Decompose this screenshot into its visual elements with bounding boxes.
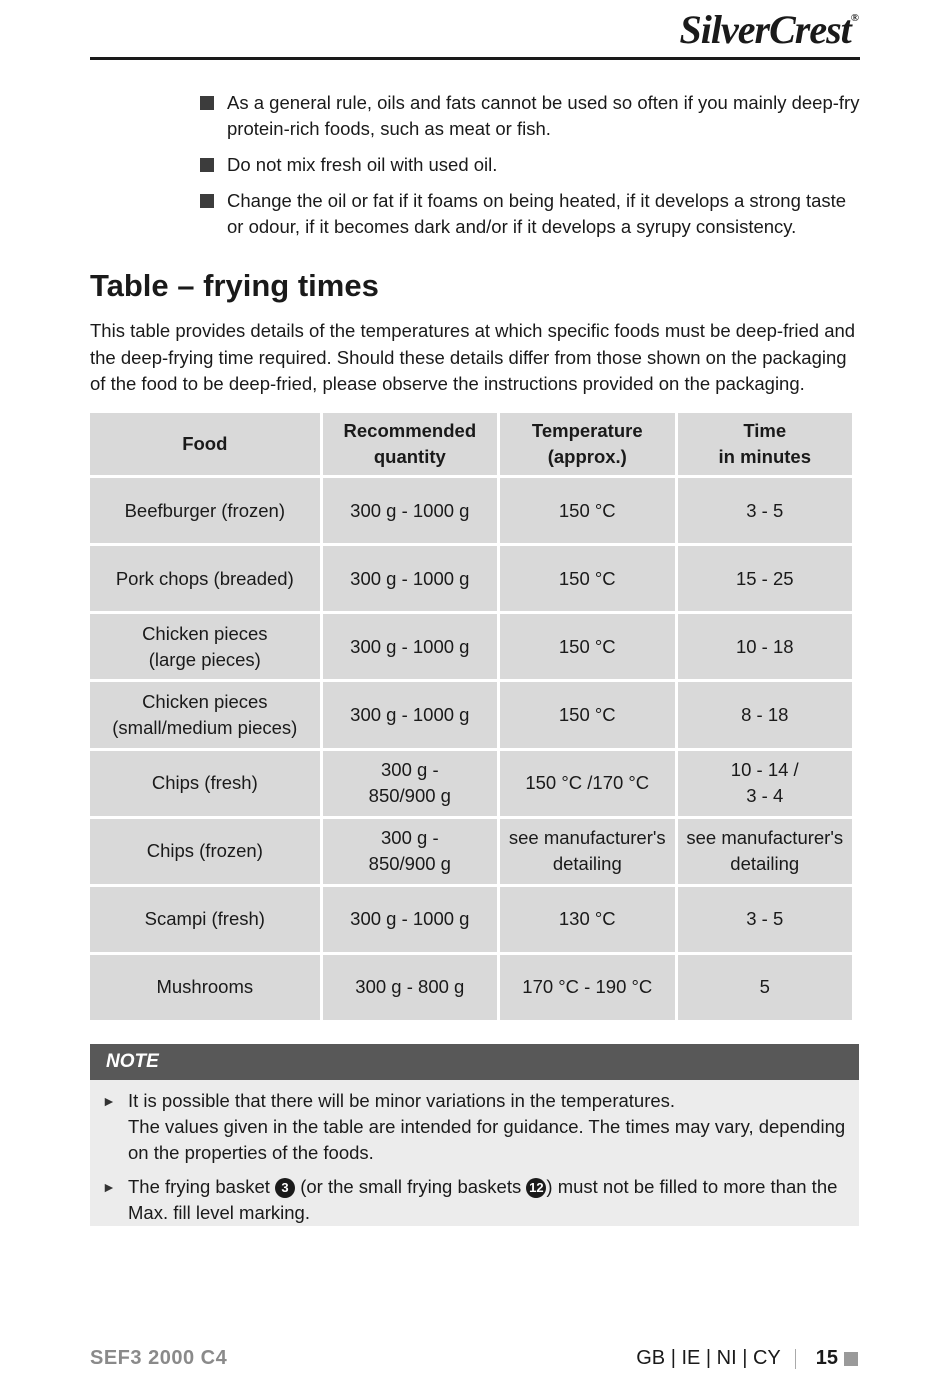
header-temperature: Temperature (approx.)	[500, 413, 674, 475]
cell-food: Mushrooms	[90, 955, 320, 1020]
table-row	[90, 955, 852, 1020]
bullet-item: As a general rule, oils and fats cannot be used so often if you mainly deep-fry protein-rich foods, such as meat or fish.	[200, 90, 860, 142]
table-row	[90, 751, 852, 816]
note-title: NOTE	[90, 1044, 859, 1080]
cell-food: Chicken pieces (small/medium pieces)	[90, 682, 320, 747]
cell-time: 5	[678, 955, 853, 1020]
cell-quantity: 300 g - 1000 g	[323, 682, 497, 747]
cell-temperature: 170 °C - 190 °C	[500, 955, 674, 1020]
footer-languages: GB | IE | NI | CY	[636, 1347, 781, 1369]
cell-food: Chips (fresh)	[90, 751, 320, 816]
triangle-arrow-icon: ►	[102, 1093, 116, 1109]
part-number-badge: 12	[526, 1178, 546, 1198]
note-item	[102, 1088, 847, 1166]
footer-model: SEF3 2000 C4	[90, 1347, 228, 1369]
page-number: 15	[815, 1347, 838, 1369]
cell-temperature: 150 °C	[500, 682, 674, 747]
note-item	[102, 1174, 847, 1226]
note-text: ) must not be filled to more than the Max. fill level marking.	[128, 1176, 838, 1223]
cell-food: Pork chops (breaded)	[90, 546, 320, 611]
section-title: Table – frying times	[90, 268, 379, 303]
cell-quantity: 300 g - 800 g	[323, 955, 497, 1020]
footer-pagination	[636, 1347, 858, 1370]
cell-food: Scampi (fresh)	[90, 887, 320, 952]
cell-quantity: 300 g - 1000 g	[323, 478, 497, 543]
cell-time: 10 - 14 / 3 - 4	[678, 751, 853, 816]
table-row	[90, 682, 852, 747]
part-number-badge: 3	[275, 1178, 295, 1198]
cell-time: 8 - 18	[678, 682, 853, 747]
note-text: It is possible that there will be minor variations in the temperatures.	[128, 1090, 676, 1111]
cell-time: see manufacturer's detailing	[678, 819, 853, 884]
cell-temperature: 130 °C	[500, 887, 674, 952]
note-box	[90, 1044, 859, 1226]
cell-food: Chips (frozen)	[90, 819, 320, 884]
cell-food: Chicken pieces (large pieces)	[90, 614, 320, 679]
cell-time: 10 - 18	[678, 614, 853, 679]
cell-time: 15 - 25	[678, 546, 853, 611]
section-intro: This table provides details of the temperatures at which specific foods must be deep-fried and the deep-frying time required. Should these details differ from those shown on the packaging of the food to be deep-fried, please observe the instructions provided on the packaging.	[90, 320, 856, 394]
table-row	[90, 887, 852, 952]
table-row	[90, 546, 852, 611]
bullet-item: Do not mix fresh oil with used oil.	[200, 152, 860, 178]
brand-logo: SilverCrest®	[679, 7, 858, 52]
cell-quantity: 300 g - 1000 g	[323, 546, 497, 611]
cell-quantity: 300 g - 850/900 g	[323, 819, 497, 884]
cell-quantity: 300 g - 1000 g	[323, 614, 497, 679]
cell-temperature: 150 °C	[500, 614, 674, 679]
header-food: Food	[90, 413, 320, 475]
cell-temperature: 150 °C /170 °C	[500, 751, 674, 816]
note-text: (or the small frying baskets	[300, 1176, 522, 1197]
cell-quantity: 300 g - 1000 g	[323, 887, 497, 952]
square-bullet-icon	[200, 158, 214, 172]
frying-times-table	[87, 410, 855, 1023]
cell-time: 3 - 5	[678, 887, 853, 952]
bullet-item: Change the oil or fat if it foams on being heated, if it develops a strong taste or odour, if it becomes dark and/or if it develops a syrupy consistency.	[200, 188, 860, 240]
note-text: The frying basket	[128, 1176, 270, 1197]
cell-temperature: 150 °C	[500, 478, 674, 543]
header-quantity: Recommended quantity	[323, 413, 497, 475]
header-time: Time in minutes	[678, 413, 853, 475]
table-row	[90, 819, 852, 884]
note-text: The values given in the table are intended for guidance. The times may vary, depending on the properties of the foods.	[128, 1116, 846, 1163]
square-marker-icon	[844, 1352, 858, 1366]
note-list	[90, 1080, 859, 1226]
footer-divider	[795, 1349, 796, 1369]
table-row	[90, 614, 852, 679]
cell-quantity: 300 g - 850/900 g	[323, 751, 497, 816]
cell-food: Beefburger (frozen)	[90, 478, 320, 543]
cell-temperature: 150 °C	[500, 546, 674, 611]
square-bullet-icon	[200, 96, 214, 110]
square-bullet-icon	[200, 194, 214, 208]
triangle-arrow-icon: ►	[102, 1179, 116, 1195]
cell-time: 3 - 5	[678, 478, 853, 543]
table-row	[90, 478, 852, 543]
cell-temperature: see manufacturer's detailing	[500, 819, 674, 884]
table-header-row	[90, 413, 852, 475]
bullet-list	[200, 90, 860, 250]
header-divider	[90, 57, 860, 60]
